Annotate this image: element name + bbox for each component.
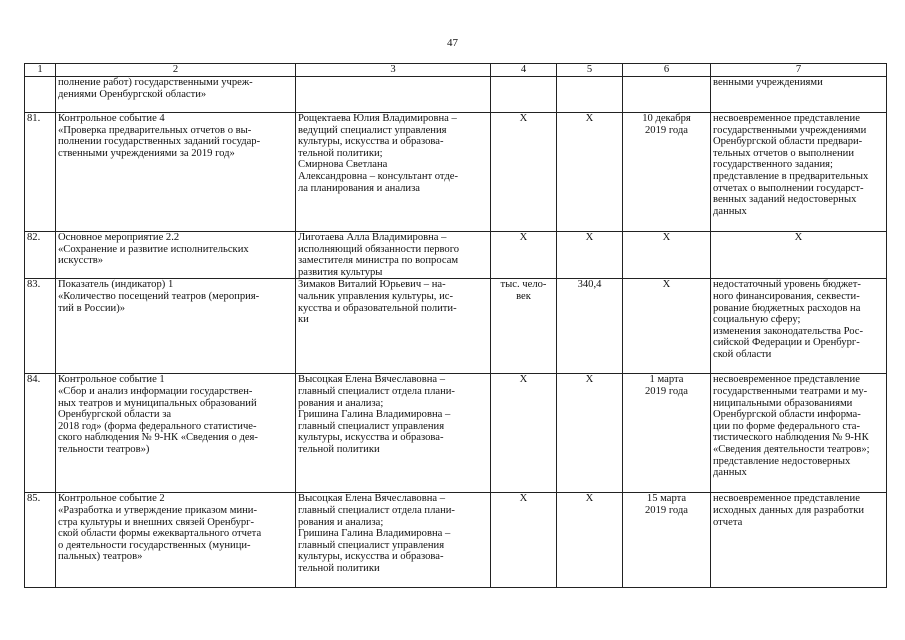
cell-text: X: [585, 374, 594, 386]
unit-cell: [491, 279, 557, 374]
cell-line: главный специалист управления: [298, 420, 445, 432]
cell-line: 10 декабря: [642, 113, 691, 124]
cell-line: ственными учреждениями за 2019 год»: [58, 147, 235, 159]
cell-text: 83.: [27, 279, 41, 291]
cell-line: тельных отчетов о выполнении: [713, 147, 854, 159]
cell-line: Александровна – консультант отде-: [298, 170, 459, 182]
responsible-cell: [296, 232, 491, 279]
column-header: 2: [56, 64, 296, 77]
risks-cell: [711, 493, 887, 588]
cell-line: тельной политики: [298, 443, 380, 455]
event-cell: [56, 493, 296, 588]
cell-line: Зимаков Виталий Юрьевич – на-: [298, 279, 446, 291]
column-header: 3: [296, 64, 491, 77]
column-header: 1: [25, 64, 56, 77]
cell-line: Лиготаева Алла Владимировна –: [298, 232, 447, 243]
cell-line: Контрольное событие 2: [58, 493, 165, 505]
cell-line: Контрольное событие 1: [58, 374, 165, 386]
cell-line: главный специалист отдела плани-: [298, 385, 455, 397]
table-row: [25, 77, 887, 113]
cell-line: ского наблюдения № 9-НК «Сведения о дея-: [58, 432, 258, 444]
cell-line: Оренбургской области за: [58, 409, 172, 421]
cell-line: данных: [713, 205, 747, 217]
value-cell: [557, 113, 623, 232]
column-header: 7: [711, 64, 887, 77]
cell-line: тистического наблюдения № 9-НК: [713, 432, 869, 444]
deadline-cell: [623, 493, 711, 588]
cell-line: ного финансирования, секвести-: [713, 290, 860, 302]
cell-line: ции по форме федерального ста-: [713, 420, 861, 432]
column-header: 4: [491, 64, 557, 77]
cell-line: 2019 года: [644, 385, 688, 397]
risks-cell: [711, 77, 887, 113]
cell-line: главный специалист управления: [298, 539, 445, 551]
cell-line: чальник управления культуры, ис-: [298, 290, 453, 302]
unit-cell: [491, 232, 557, 279]
cell-line: главный специалист отдела плани-: [298, 504, 455, 516]
cell-line: ных театров и муниципальных образований: [58, 397, 257, 409]
cell-line: государственными театрами и му-: [713, 385, 868, 397]
cell-line: представление недостоверных: [713, 455, 851, 467]
plan-table: [24, 63, 887, 588]
table-row: [25, 493, 887, 588]
value-cell: [557, 232, 623, 279]
cell-line: «Проверка предварительных отчетов о вы-: [58, 124, 252, 136]
cell-line: «Сбор и анализ информации государствен-: [58, 385, 253, 397]
event-cell: [56, 279, 296, 374]
deadline-cell: [623, 232, 711, 279]
cell-line: X: [662, 279, 671, 291]
cell-line: представление в предварительных: [713, 170, 869, 182]
column-number-row: [25, 64, 887, 77]
table-row: [25, 113, 887, 232]
cell-text: X: [519, 232, 528, 243]
cell-line: о деятельности государственных (муници-: [58, 539, 251, 551]
cell-line: изменения законодательства Рос-: [713, 325, 864, 337]
value-cell: [557, 493, 623, 588]
cell-line: «Разработка и утверждение приказом мини-: [58, 504, 258, 516]
cell-line: Оренбургской области информа-: [713, 409, 861, 421]
cell-line: Рощектаева Юлия Владимировна –: [298, 113, 457, 124]
event-cell: [56, 77, 296, 113]
cell-line: ки: [298, 314, 309, 326]
cell-line: культуры, искусства и образова-: [298, 136, 444, 148]
cell-line: ской области: [713, 348, 772, 360]
deadline-cell: [623, 113, 711, 232]
table-row: [25, 232, 887, 279]
responsible-cell: [296, 279, 491, 374]
deadline-cell: [623, 374, 711, 493]
row-number-cell: [25, 77, 56, 113]
cell-line: данных: [713, 467, 747, 479]
page-number: 47: [447, 37, 458, 49]
event-cell: [56, 113, 296, 232]
cell-line: тельности театров»): [58, 443, 150, 455]
cell-line: Показатель (индикатор) 1: [58, 279, 174, 291]
cell-line: развития культуры: [298, 266, 383, 278]
event-cell: [56, 232, 296, 279]
cell-line: несвоевременное представление: [713, 374, 860, 386]
row-number-cell: [25, 493, 56, 588]
cell-line: 2018 год» (форма федерального статистиче-: [58, 420, 257, 432]
value-cell: [557, 279, 623, 374]
cell-line: Высоцкая Елена Вячеславовна –: [298, 374, 446, 386]
cell-line: венных заданий недостоверных: [713, 194, 857, 206]
cell-line: ла планирования и анализа: [298, 182, 420, 194]
responsible-cell: [296, 77, 491, 113]
cell-line: X: [662, 232, 671, 243]
cell-line: полнении государственных заданий государ-: [58, 136, 261, 148]
risks-cell: [711, 279, 887, 374]
value-cell: [557, 374, 623, 493]
cell-line: несвоевременное представление: [713, 113, 860, 124]
risks-cell: [711, 374, 887, 493]
cell-line: заместителя министра по вопросам: [298, 255, 459, 267]
deadline-cell: [623, 77, 711, 113]
responsible-cell: [296, 493, 491, 588]
cell-line: тельной политики: [298, 562, 380, 574]
cell-line: X: [794, 232, 803, 243]
cell-line: кусства и образовательной полити-: [298, 302, 457, 314]
cell-line: Контрольное событие 4: [58, 113, 165, 124]
cell-line: «Сведения деятельности театров»;: [713, 443, 870, 455]
cell-line: «Количество посещений театров (мероприя-: [58, 290, 260, 302]
cell-line: несвоевременное представление: [713, 493, 860, 505]
deadline-cell: [623, 279, 711, 374]
cell-line: социальную сферу;: [713, 314, 801, 326]
cell-text: X: [585, 232, 594, 243]
cell-line: «Сохранение и развитие исполнительских: [58, 243, 249, 255]
cell-line: венными учреждениями: [713, 77, 823, 88]
cell-text: тыс. чело- век: [500, 279, 547, 302]
unit-cell: [491, 374, 557, 493]
cell-text: X: [585, 113, 594, 124]
cell-line: рования и анализа;: [298, 397, 384, 409]
cell-line: государственного задания;: [713, 159, 833, 171]
cell-line: тий в России)»: [58, 302, 126, 314]
responsible-cell: [296, 374, 491, 493]
risks-cell: [711, 113, 887, 232]
cell-text: 82.: [27, 232, 41, 243]
cell-line: сийской Федерации и Оренбург-: [713, 337, 860, 349]
cell-line: 15 марта: [646, 493, 687, 505]
cell-text: X: [519, 113, 528, 124]
row-number-cell: [25, 113, 56, 232]
cell-line: Гришина Галина Владимировна –: [298, 528, 451, 540]
cell-line: Высоцкая Елена Вячеславовна –: [298, 493, 446, 505]
cell-line: дениями Оренбургской области»: [58, 88, 207, 100]
column-header: 6: [623, 64, 711, 77]
event-cell: [56, 374, 296, 493]
unit-cell: [491, 493, 557, 588]
cell-line: Смирнова Светлана: [298, 159, 388, 171]
cell-text: X: [519, 374, 528, 386]
cell-line: недостаточный уровень бюджет-: [713, 279, 861, 291]
row-number-cell: [25, 374, 56, 493]
value-cell: [557, 77, 623, 113]
cell-line: отчета: [713, 516, 743, 528]
risks-cell: [711, 232, 887, 279]
cell-line: культуры, искусства и образова-: [298, 432, 444, 444]
cell-line: Основное мероприятие 2.2: [58, 232, 180, 243]
cell-line: ниципальными образованиями: [713, 397, 853, 409]
cell-text: X: [519, 493, 528, 505]
cell-line: 2019 года: [644, 124, 688, 136]
cell-line: искусств»: [58, 255, 103, 267]
cell-line: тельной политики;: [298, 147, 383, 159]
unit-cell: [491, 77, 557, 113]
cell-text: X: [585, 493, 594, 505]
cell-line: исходных данных для разработки: [713, 504, 865, 516]
cell-text: 340,4: [577, 279, 602, 291]
cell-line: 2019 года: [644, 504, 688, 516]
column-header: 5: [557, 64, 623, 77]
cell-line: государственными учреждениями: [713, 124, 867, 136]
cell-line: Оренбургской области предвари-: [713, 136, 863, 148]
cell-line: культуры, искусства и образова-: [298, 551, 444, 563]
cell-text: 84.: [27, 374, 41, 386]
table-row: [25, 374, 887, 493]
cell-line: 1 марта: [649, 374, 684, 386]
cell-line: отчетах о выполнении государст-: [713, 182, 864, 194]
cell-line: пальных) театров»: [58, 551, 143, 563]
cell-line: рование бюджетных расходов на: [713, 302, 861, 314]
cell-line: ведущий специалист управления: [298, 124, 447, 136]
unit-cell: [491, 113, 557, 232]
cell-text: 85.: [27, 493, 41, 505]
cell-line: рования и анализа;: [298, 516, 384, 528]
cell-line: стра культуры и внешних связей Оренбург-: [58, 516, 255, 528]
row-number-cell: [25, 232, 56, 279]
row-number-cell: [25, 279, 56, 374]
cell-line: Гришина Галина Владимировна –: [298, 409, 451, 421]
cell-line: полнение работ) государственными учреж-: [58, 77, 253, 88]
responsible-cell: [296, 113, 491, 232]
cell-line: исполняющий обязанности первого: [298, 243, 460, 255]
table-row: [25, 279, 887, 374]
cell-text: 81.: [27, 113, 41, 124]
cell-line: ской области формы ежеквартального отчета: [58, 528, 262, 540]
